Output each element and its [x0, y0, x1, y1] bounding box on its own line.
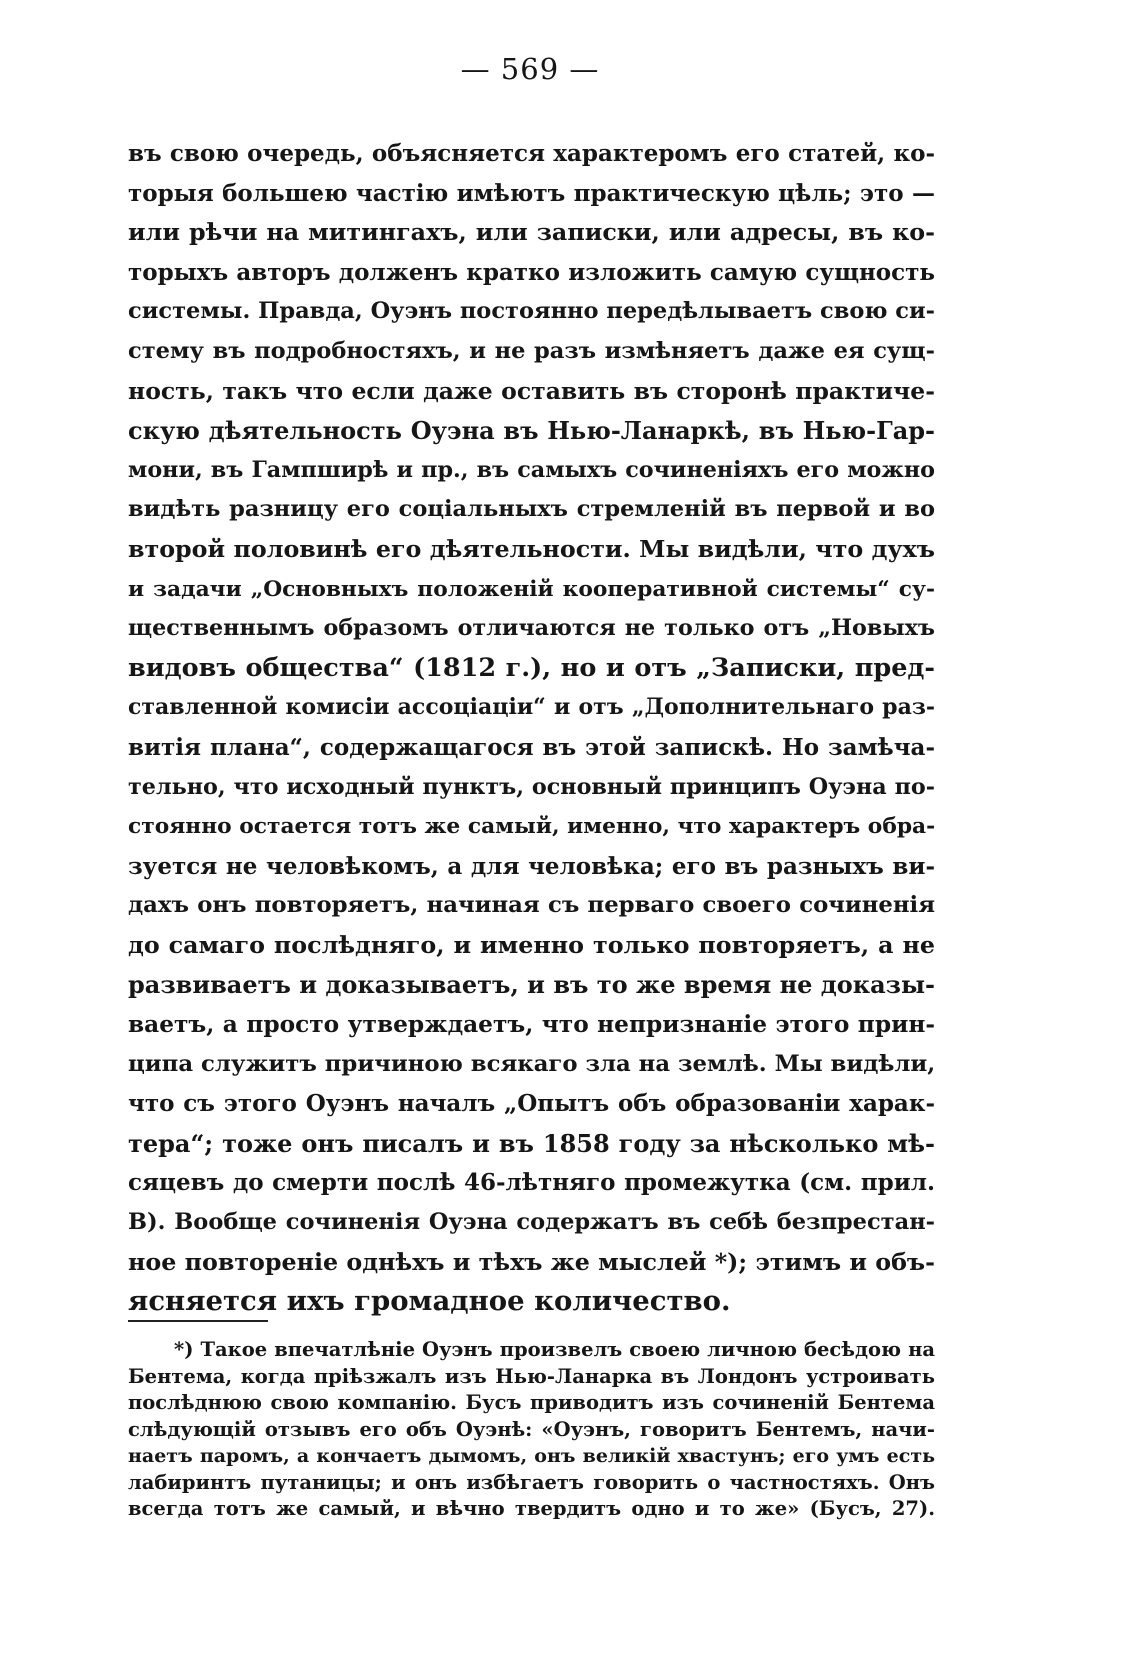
text-line: ципа служитъ причиною всякаго зла на землѣ. Мы видѣли,	[128, 1050, 936, 1077]
text-line: второй половинѣ его дѣятельности. Мы видѣли, что духъ	[128, 534, 935, 563]
text-line: стему въ подробностяхъ, и не разъ измѣняетъ даже ея сущ-	[128, 337, 935, 364]
text-line: витія плана“, содержащагося въ этой запискѣ. Но замѣча-	[128, 733, 935, 761]
footnote-divider	[128, 1320, 268, 1322]
page-number: — 569 —	[460, 52, 600, 86]
text-line: и задачи „Основныхъ положеній кооперативной системы“ су-	[128, 576, 935, 602]
main-text	[128, 134, 935, 1322]
text-line: стоянно остается тотъ же самый, именно, что характеръ обра-	[128, 814, 936, 840]
text-line: дахъ онъ повторяетъ, начиная съ перваго своего сочиненія	[128, 892, 935, 919]
text-line: или рѣчи на митингахъ, или записки, или адресы, въ ко-	[128, 218, 935, 247]
text-line: что съ этого Оуэнъ началъ „Опытъ объ образованіи харак-	[128, 1090, 935, 1118]
text-line: В). Вообще сочиненія Оуэна содержатъ въ себѣ безпрестан-	[128, 1209, 935, 1236]
footnote-line: Бентема, когда пріѣзжалъ изъ Нью-Ланарка въ Лондонъ устроивать	[128, 1364, 935, 1388]
text-line: въ свою очередь, объясняется характеромъ его статей, ко-	[128, 140, 935, 167]
text-line: ставленной комисіи ассоціаціи“ и отъ „Дополнительнаго раз-	[128, 694, 935, 721]
text-line: ность, такъ что если даже оставить въ сторонѣ практиче-	[128, 376, 935, 405]
text-line: ясняется ихъ громадное количество.	[128, 1285, 731, 1318]
text-line: до самаго послѣдняго, и именно только повторяетъ, а не	[128, 930, 935, 959]
text-line: сяцевъ до смерти послѣ 46-лѣтняго промежутка (см. прил.	[128, 1169, 935, 1197]
footnote-line: послѣднюю свою компанію. Бусъ приводитъ изъ сочиненій Бентема	[128, 1391, 935, 1414]
text-line: видовъ общества“ (1812 г.), но и отъ „Записки, пред-	[128, 652, 935, 683]
text-line: зуется не человѣкомъ, а для человѣка; его въ разныхъ ви-	[128, 852, 935, 880]
footnote	[128, 1337, 935, 1523]
text-line: щественнымъ образомъ отличаются не только отъ „Новыхъ	[128, 615, 935, 642]
footnote-line: *) Такое впечатлѣніе Оуэнъ произвелъ своею личною бесѣдою на	[174, 1338, 935, 1361]
footnote-line: лабиринтъ путаницы; и онъ избѣгаетъ говорить о частностяхъ. Онъ	[128, 1470, 935, 1494]
text-line: видѣть разницу его соціальныхъ стремленій въ первой и во	[128, 496, 935, 523]
text-line: скую дѣятельность Оуэна въ Нью-Ланаркѣ, въ Нью-Гар-	[128, 416, 935, 446]
text-line: тельно, что исходный пунктъ, основный принципъ Оуэна по-	[128, 773, 935, 800]
text-line: тера“; тоже онъ писалъ и въ 1858 году за нѣсколько мѣ-	[128, 1128, 935, 1158]
text-line: ваетъ, а просто утверждаетъ, что непризнаніе этого прин-	[128, 1011, 935, 1039]
footnote-line: всегда тотъ же самый, и вѣчно твердитъ одно и то же» (Бусъ, 27).	[128, 1497, 935, 1520]
text-line: мони, въ Гампширѣ и пр., въ самыхъ сочиненіяхъ его можно	[128, 456, 935, 483]
footnote-line: слѣдующій отзывъ его объ Оуэнѣ: «Оуэнъ, говоритъ Бентемъ, начи-	[128, 1417, 935, 1441]
text-line: развиваетъ и доказываетъ, и въ то же время не доказы-	[128, 970, 935, 1000]
footnote-line: наетъ паромъ, а кончаетъ дымомъ, онъ великій хвастунъ; его умъ есть	[128, 1445, 935, 1467]
text-line: системы. Правда, Оуэнъ постоянно передѣлываетъ свою си-	[128, 298, 935, 325]
text-line: торыхъ авторъ долженъ кратко изложить самую сущность	[128, 258, 935, 286]
text-line: торыя большею частію имѣютъ практическую цѣль; это —	[128, 179, 935, 207]
text-line: ное повтореніе однѣхъ и тѣхъ же мыслей *); этимъ и объ-	[128, 1247, 935, 1276]
